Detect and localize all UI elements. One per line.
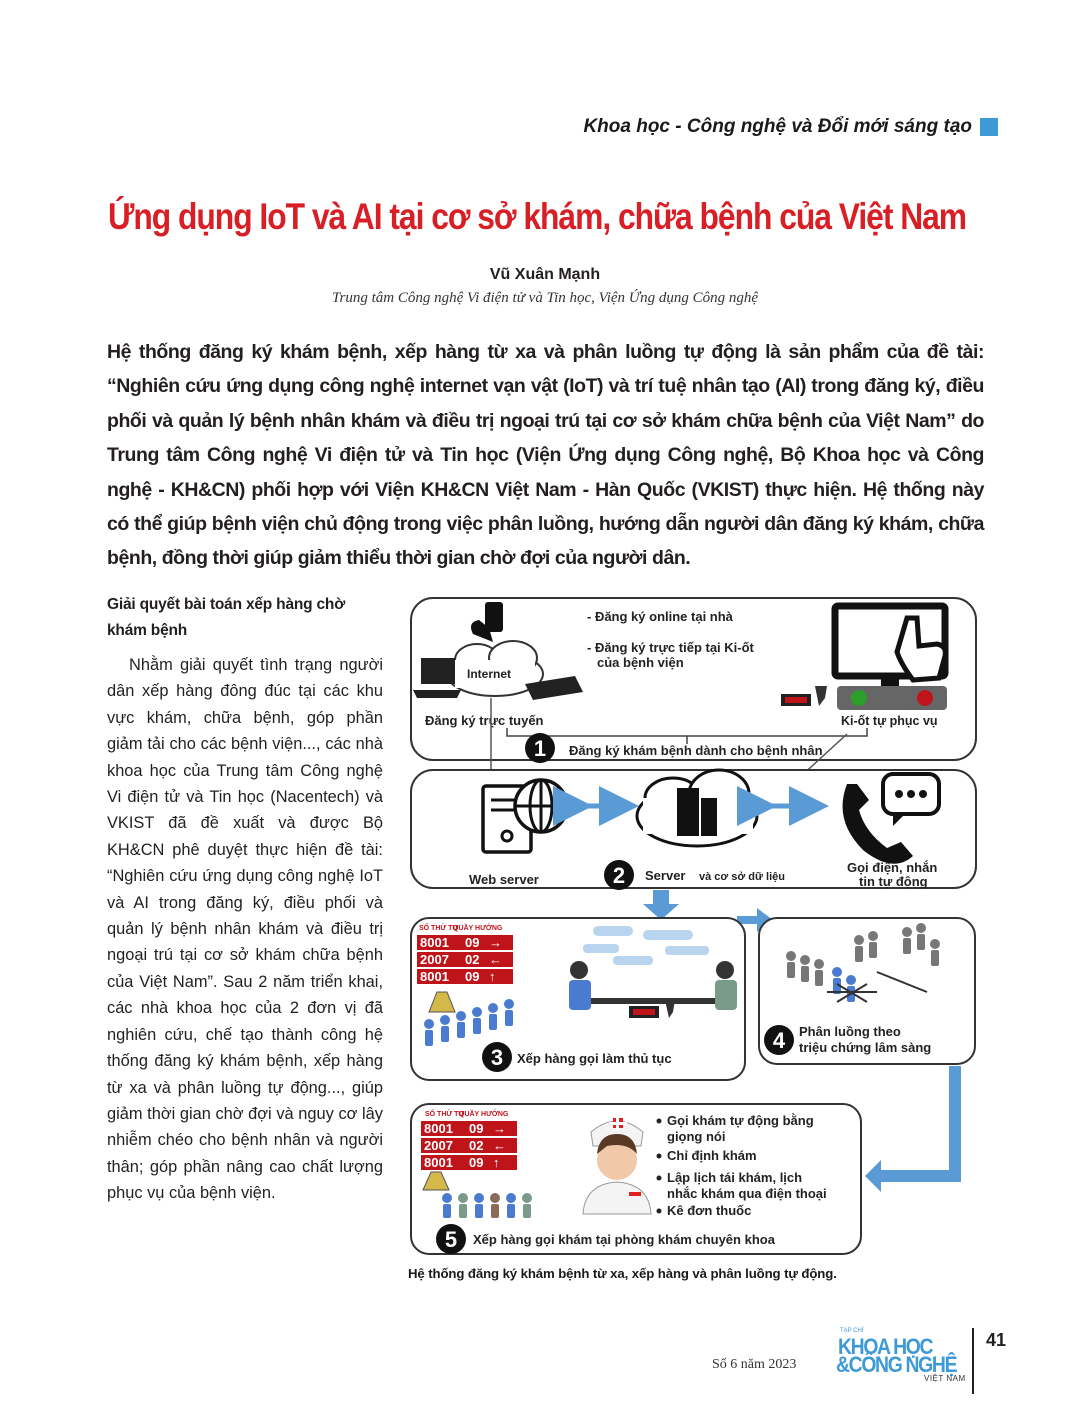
- panel-5-item-1b: giọng nói: [667, 1129, 726, 1144]
- board-header-b: QUẦY HƯỚNG: [453, 925, 503, 932]
- panel-1-bullet-2b: của bệnh viện: [597, 655, 684, 670]
- board5-row-1-counter: 09: [469, 1121, 484, 1136]
- board-row-2-arrow: ←: [489, 952, 502, 967]
- logo-line-1: KHOA HỌC: [838, 1334, 933, 1359]
- panel-1-bullet-1: - Đăng ký online tại nhà: [587, 609, 733, 624]
- panel-4-label-b: triệu chứng lâm sàng: [799, 1040, 932, 1055]
- internet-label: Internet: [467, 667, 512, 681]
- panel-3-number: 3: [490, 1045, 504, 1070]
- panel-5-item-3b: nhắc khám qua điện thoại: [667, 1186, 827, 1201]
- board-row-2-no: 2007: [420, 952, 449, 967]
- board5-row-3-counter: 09: [469, 1155, 484, 1170]
- call-label-b: tin tự động: [859, 874, 928, 889]
- section-subheading: Giải quyết bài toán xếp hàng chờ khám bệnh: [107, 596, 346, 639]
- board-row-1-arrow: →: [489, 935, 502, 950]
- board5-row-2-counter: 02: [469, 1138, 484, 1153]
- board-row-3-counter: 09: [465, 969, 480, 984]
- journal-logo: [836, 1326, 966, 1386]
- page-number: 41: [986, 1330, 1007, 1350]
- board5-row-1-arrow: →: [493, 1121, 506, 1136]
- system-diagram: [407, 594, 982, 1258]
- panel-5-item-2: Chỉ định khám: [667, 1148, 757, 1163]
- board-row-1-counter: 09: [465, 935, 480, 950]
- board5-header-a: SỐ THỨ TỰ: [425, 1111, 465, 1118]
- abstract: Hệ thống đăng ký khám bệnh, xếp hàng từ xa và phân luồng tự động là sản phẩm của đề tài: “Nghiên cứu ứng dụng công nghệ internet vạn vật (IoT) và trí tuệ nhân tạo (AI) trong đăng ký, điều phối và quản lý bệnh nhân khám và điều trị ngoại trú tại cơ sở khám chữa bệnh của Việt Nam” do Trung tâm Công nghệ Vi điện tử và Tin học (Viện Ứng dụng Công nghệ, Bộ Khoa học và Công nghệ - KH&CN) phối hợp với Viện KH&CN Việt Nam - Hàn Quốc (VKIST) thực hiện. Hệ thống này có thể giúp bệnh viện chủ động trong việc phân luồng, hướng dẫn người dân đăng ký khám, chữa bệnh, đồng thời giúp giảm thiểu thời gian chờ đợi của người dân.: [107, 341, 984, 570]
- web-server-label: Web server: [469, 872, 539, 887]
- panel-5-item-1: Gọi khám tự động bằng: [667, 1113, 814, 1128]
- board-row-3-no: 8001: [420, 969, 449, 984]
- queue-board-3: [417, 922, 513, 984]
- section-header: [583, 116, 998, 138]
- panel-2-label-b: và cơ sở dữ liệu: [699, 871, 785, 883]
- panel-1-number: 1: [533, 736, 547, 761]
- server-cloud-icon: [637, 770, 757, 846]
- arrow-to-panel-3: [643, 890, 679, 920]
- board5-row-3-arrow: ↑: [493, 1155, 500, 1170]
- panel-2-label-a: Server: [645, 868, 686, 883]
- footer-divider: [972, 1328, 974, 1394]
- panel-2-number: 2: [612, 863, 626, 888]
- article-title: Ứng dụng IoT và AI tại cơ sở khám, chữa bệnh của Việt Nam: [108, 196, 967, 237]
- board-row-3-arrow: ↑: [489, 969, 496, 984]
- logo-small-text: TẠP CHÍ: [840, 1328, 864, 1334]
- panel-4-number: 4: [772, 1028, 786, 1053]
- panel-3-label: Xếp hàng gọi làm thủ tục: [517, 1051, 672, 1066]
- call-label-a: Gọi điện, nhắn: [847, 860, 938, 875]
- board-row-2-counter: 02: [465, 952, 480, 967]
- board5-row-2-arrow: ←: [493, 1138, 506, 1153]
- panel-1-bullet-2a: - Đăng ký trực tiếp tại Ki-ốt: [587, 640, 754, 655]
- affiliation: Trung tâm Công nghệ Vi điện tử và Tin học, Viện Ứng dụng Công nghệ: [332, 290, 758, 306]
- panel-5-item-3: Lập lịch tái khám, lịch: [667, 1170, 803, 1185]
- panel-5-number: 5: [444, 1227, 458, 1252]
- panel-4-label-a: Phân luồng theo: [799, 1024, 901, 1039]
- body-text: [107, 652, 383, 1207]
- queue-board-5: [421, 1108, 517, 1170]
- board5-row-1-no: 8001: [424, 1121, 453, 1136]
- board5-header-b: QUẦY HƯỚNG: [459, 1111, 509, 1118]
- logo-line-2: &CÔNG NGHỆ: [836, 1352, 957, 1377]
- board5-row-2-no: 2007: [424, 1138, 453, 1153]
- body-paragraph: Nhằm giải quyết tình trạng người dân xếp hàng đông đúc tại các khu vực khám, chữa bệnh, góp phần giảm tải cho các bệnh viện..., các nhà khoa học của Trung tâm Công nghệ Vi điện tử và Tin học (Nacentech) và VKIST đã đề xuất và được Bộ KH&CN phê duyệt thực hiện đề tài: “Nghiên cứu ứng dụng công nghệ IoT và AI trong đăng ký, điều phối và quản lý bệnh nhân khám và điều trị ngoại trú tại cơ sở khám chữa bệnh của Việt Nam”. Sau 2 năm triển khai, các nhà khoa học của 2 đơn vị đã nghiên cứu, chế tạo thành công hệ thống đăng ký khám bệnh, xếp hàng từ xa và phân luồng tự động..., giúp giảm thời gian chờ đợi và nguy cơ lây nhiễm chéo cho bệnh nhân và người thân; góp phần nâng cao chất lượng phục vụ của bệnh viện.: [107, 656, 383, 1203]
- author: Vũ Xuân Mạnh: [489, 266, 601, 283]
- panel-1-label: Đăng ký khám bệnh dành cho bệnh nhân: [569, 743, 823, 758]
- section-square-icon: [980, 118, 998, 136]
- issue-label: Số 6 năm 2023: [712, 1357, 797, 1372]
- board-row-1-no: 8001: [420, 935, 449, 950]
- section-header-text: Khoa học - Công nghệ và Đổi mới sáng tạo: [583, 116, 972, 137]
- panel-5-label: Xếp hàng gọi khám tại phòng khám chuyên khoa: [473, 1232, 775, 1247]
- online-registration-label: Đăng ký trực tuyến: [425, 713, 544, 728]
- kiosk-label: Ki-ốt tự phục vụ: [841, 714, 938, 728]
- arrow-to-panel-5: [865, 1066, 961, 1192]
- figure-caption: Hệ thống đăng ký khám bệnh từ xa, xếp hàng và phân luồng tự động.: [408, 1266, 837, 1281]
- board-header-a: SỐ THỨ TỰ: [419, 925, 459, 932]
- board5-row-3-no: 8001: [424, 1155, 453, 1170]
- logo-line-3: VIỆT NAM: [924, 1374, 966, 1383]
- panel-5-item-4: Kê đơn thuốc: [667, 1203, 752, 1218]
